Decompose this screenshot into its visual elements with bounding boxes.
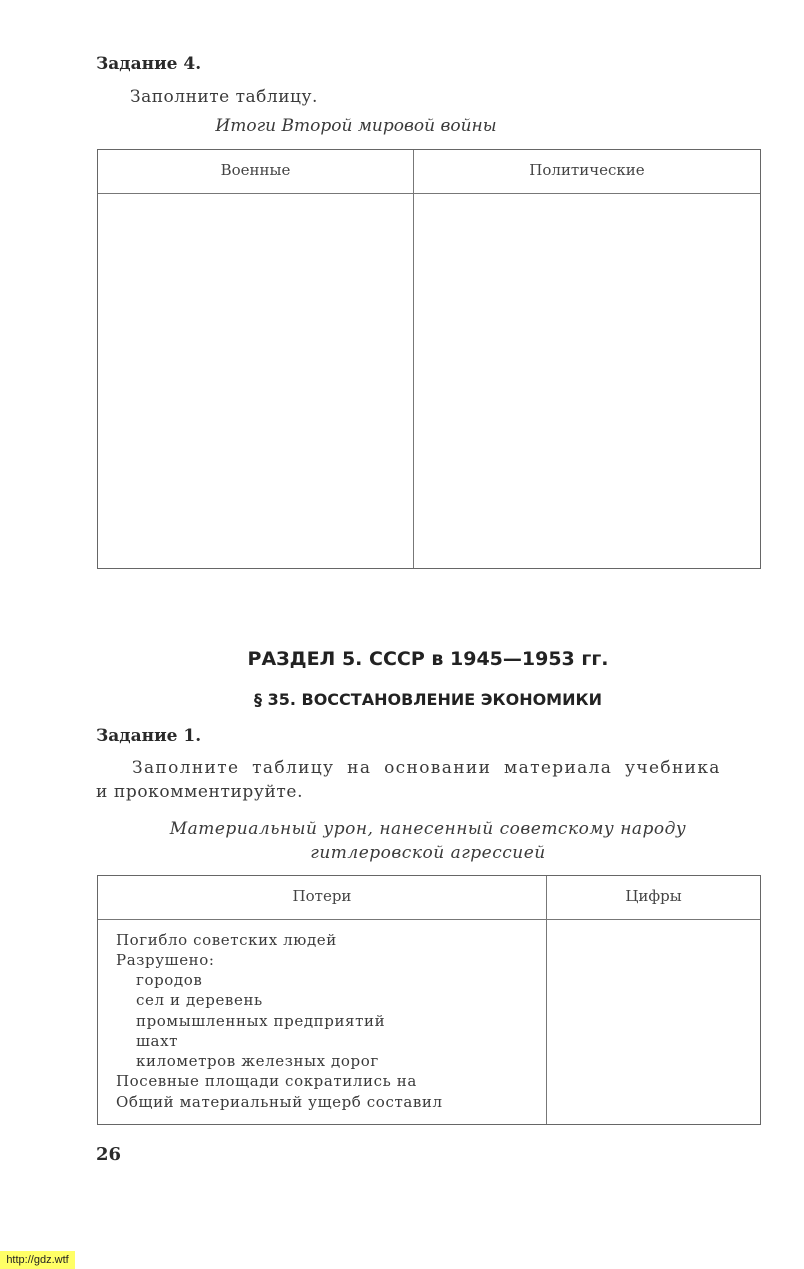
task1-caption-line2: гитлеровской агрессией — [310, 843, 546, 863]
loss-row-mines: шахт — [136, 1032, 179, 1050]
column-header-political: Политические — [529, 161, 645, 179]
task4-title: Задание 4. — [96, 54, 202, 74]
losses-table — [97, 875, 761, 1125]
task1-instruction-line2: и прокомментируйте. — [96, 782, 304, 802]
loss-row-deaths: Погибло советских людей — [116, 931, 337, 949]
loss-row-villages: сел и деревень — [136, 991, 263, 1009]
loss-row-railways: километров железных дорог — [136, 1052, 379, 1070]
task1-caption-line1: Материальный урон, нанесенный советскому народу — [169, 819, 687, 839]
column-header-figures: Цифры — [625, 887, 682, 905]
paragraph-heading: § 35. ВОССТАНОВЛЕНИЕ ЭКОНОМИКИ — [254, 690, 602, 709]
task4-caption: Итоги Второй мировой войны — [215, 116, 497, 136]
loss-row-total-damage: Общий материальный ущерб составил — [116, 1093, 443, 1111]
column-header-military: Военные — [220, 161, 291, 179]
column-divider — [413, 150, 414, 568]
loss-row-destroyed: Разрушено: — [116, 951, 215, 969]
loss-row-cities: городов — [136, 971, 203, 989]
task1-instruction-line1: Заполните таблицу на основании материала учебника — [132, 758, 721, 778]
section-heading: РАЗДЕЛ 5. СССР в 1945—1953 гг. — [247, 648, 609, 670]
header-divider — [98, 193, 760, 194]
page-number: 26 — [96, 1144, 122, 1165]
results-table — [97, 149, 761, 569]
task4-instruction: Заполните таблицу. — [130, 87, 318, 107]
loss-row-crops: Посевные площади сократились на — [116, 1072, 417, 1090]
loss-row-enterprises: промышленных предприятий — [136, 1012, 386, 1030]
task1-title: Задание 1. — [96, 726, 202, 746]
watermark-link[interactable]: http://gdz.wtf — [0, 1251, 75, 1269]
column-header-losses: Потери — [292, 887, 352, 905]
header-divider — [98, 919, 760, 920]
column-divider — [546, 876, 547, 1124]
